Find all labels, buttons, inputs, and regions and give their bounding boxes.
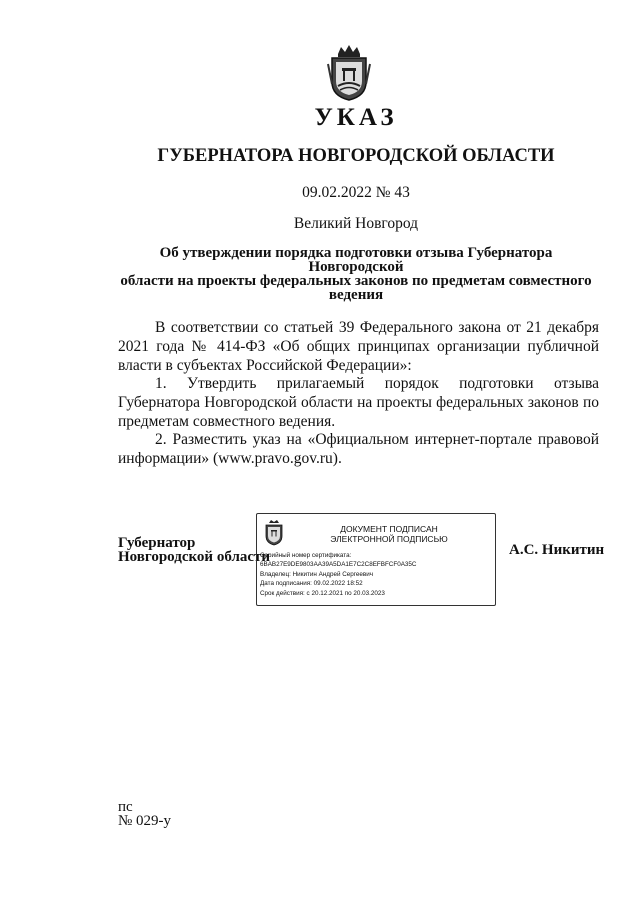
paragraph-text: 2. Разместить указ на «Официальном интернет-портале правовой информации» (www.pravo.gov.ru). — [118, 431, 599, 467]
paragraph-text: В соответствии со статьей 39 Федерального закона от 21 декабря 2021 года № 414-ФЗ «Об общих принципах организации публичной власти в субъектах Российской Федерации»: — [118, 319, 599, 374]
issuing-authority: ГУБЕРНАТОРА НОВГОРОДСКОЙ ОБЛАСТИ — [157, 146, 555, 166]
document-date-number: 09.02.2022 № 43 — [302, 184, 410, 201]
subject-line: ведения — [328, 287, 384, 303]
signatory-position — [118, 536, 270, 564]
electronic-signature-stamp — [256, 513, 496, 606]
stamp-heading-line: ЭЛЕКТРОННОЙ ПОДПИСЬЮ — [330, 533, 448, 544]
document-type-title: УКАЗ — [314, 104, 398, 131]
document-subject — [113, 246, 599, 302]
stamp-heading-line: ДОКУМЕНТ ПОДПИСАН — [340, 524, 438, 534]
signatory-name: А.С. Никитин — [509, 542, 605, 558]
clause-1-paragraph — [118, 374, 599, 431]
document-footer — [118, 800, 171, 828]
paragraph-text: 1. Утвердить прилагаемый порядок подготовки отзыва Губернатора Новгородской области на проекты федеральных законов по предметам совместного ведения. — [118, 375, 599, 430]
coat-of-arms-emblem — [326, 44, 372, 102]
signatory-position-line: Новгородской области — [118, 549, 271, 565]
footer-initials: пс — [118, 799, 133, 815]
stamp-heading — [289, 525, 489, 544]
signatory-position-line: Губернатор — [118, 535, 196, 551]
clause-2-paragraph — [118, 430, 599, 468]
stamp-cert-label: Серийный номер сертификата: — [260, 552, 352, 559]
stamp-owner: Владелец: Никитин Андрей Сергеевич — [260, 571, 374, 578]
stamp-validity: Срок действия: с 20.12.2021 по 20.03.2023 — [260, 590, 385, 597]
stamp-emblem-icon — [263, 519, 285, 546]
footer-doc-number: № 029-у — [118, 813, 172, 829]
stamp-sign-date: Дата подписания: 09.02.2022 18:52 — [260, 580, 363, 587]
subject-line: Об утверждении порядка подготовки отзыва Губернатора Новгородской — [159, 245, 553, 275]
document-city: Великий Новгород — [293, 215, 419, 232]
subject-line: области на проекты федеральных законов по предметам совместного — [120, 273, 592, 289]
preamble-paragraph — [118, 318, 599, 375]
stamp-cert-number: 6BAB27E9DE9803AA39A5DA1E7C2C8EFBFCF0A35C — [260, 561, 417, 568]
